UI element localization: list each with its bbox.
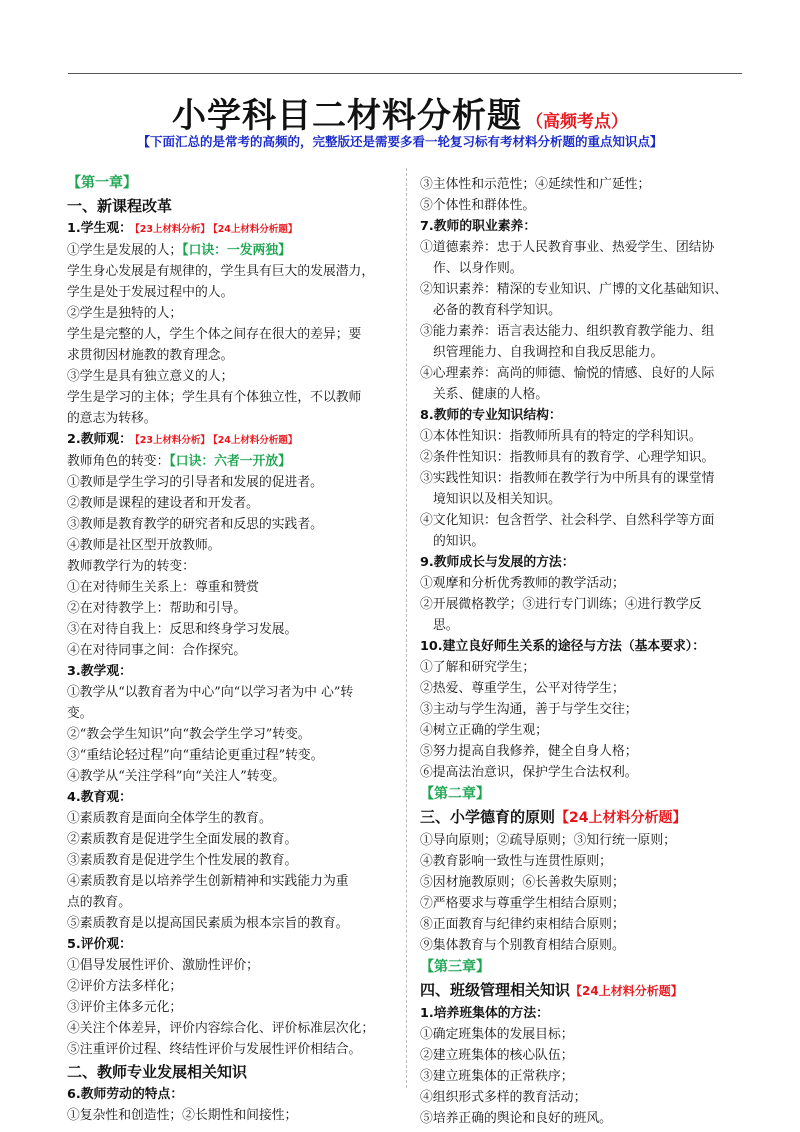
text-line: 学生身心发展是有规律的，学生具有巨大的发展潜力， xyxy=(67,264,375,279)
text-line: ③学生是具有独立意义的人； xyxy=(67,369,234,384)
text-line: ⑤培养正确的舆论和良好的班风。 xyxy=(420,1111,612,1126)
text-line: ⑨集体教育与个别教育相结合原则。 xyxy=(420,938,625,953)
text-line: ⑥提高法治意识，保护学生合法权利。 xyxy=(420,765,638,780)
mnemonic-note: 【口诀：一发两独】 xyxy=(182,243,291,258)
text-line: ④组织形式多样的教育活动； xyxy=(420,1090,587,1105)
text-line: ①观摩和分析优秀教师的教学活动； xyxy=(420,576,625,591)
exam-tag: 【24上材料分析题】 xyxy=(212,435,298,446)
text-line: ①在对待师生关系上：尊重和赞赏 xyxy=(67,580,259,595)
text-line: ④素质教育是以培养学生创新精神和实践能力为重 xyxy=(67,874,349,889)
text-line: ③主动与学生沟通，善于与学生交往； xyxy=(420,702,638,717)
text-line: ①倡导发展性评价、激励性评价； xyxy=(67,958,259,973)
column-divider xyxy=(406,168,407,1088)
left-column xyxy=(67,172,400,1126)
text-line xyxy=(67,240,400,261)
text-line-content: 教师角色的转变： xyxy=(67,454,170,469)
item-heading: 1.培养班集体的方法： xyxy=(420,1006,549,1021)
text-line: ③在对待自我上：反思和终身学习发展。 xyxy=(67,622,298,637)
text-line: 关系、健康的人格。 xyxy=(433,387,549,402)
section-heading xyxy=(420,978,750,1003)
text-line: 思。 xyxy=(433,618,459,633)
text-line: ①复杂性和创造性；②长期性和间接性； xyxy=(67,1108,298,1123)
text-line: ①教师是学生学习的引导者和发展的促进者。 xyxy=(67,475,323,490)
text-line: ⑤注重评价过程、终结性评价与发展性评价相结合。 xyxy=(67,1042,362,1057)
text-line: ②热爱、尊重学生，公平对待学生； xyxy=(420,681,625,696)
title-block xyxy=(0,88,800,137)
item-heading-text: 1.学生观： xyxy=(67,221,132,236)
text-line: ⑤素质教育是以提高国民素质为根本宗旨的教育。 xyxy=(67,916,349,931)
chapter-heading: 【第二章】 xyxy=(420,786,490,802)
text-line: ②学生是独特的人； xyxy=(67,306,183,321)
item-heading: 7.教师的职业素养： xyxy=(420,219,537,234)
text-line: 境知识以及相关知识。 xyxy=(433,492,561,507)
text-line: ①教学从“以教育者为中心”向“以学习者为中 心”转 xyxy=(67,685,354,700)
text-line: ②在对待教学上：帮助和引导。 xyxy=(67,601,247,616)
exam-tag: 【23上材料分析】 xyxy=(134,224,210,235)
text-line xyxy=(67,451,400,472)
text-line: ④文化知识：包含哲学、社会科学、自然科学等方面 xyxy=(420,513,715,528)
text-line: ⑧正面教育与纪律约束相结合原则； xyxy=(420,917,625,932)
section-heading-text: 四、班级管理相关知识 xyxy=(420,981,571,999)
item-heading: 4.教育观： xyxy=(67,790,132,805)
text-line: 点的教育。 xyxy=(67,895,131,910)
text-line: ①本体性知识：指教师所具有的特定的学科知识。 xyxy=(420,429,702,444)
text-line: 变。 xyxy=(67,706,93,721)
text-line: ②开展微格教学；③进行专门训练；④进行教学反 xyxy=(420,597,702,612)
item-heading: 10.建立良好师生关系的途径与方法（基本要求）： xyxy=(420,639,706,654)
right-column xyxy=(420,174,750,1129)
text-line: ③素质教育是促进学生个性发展的教育。 xyxy=(67,853,298,868)
text-line: ②教师是课程的建设者和开发者。 xyxy=(67,496,259,511)
text-line: ④教师是社区型开放教师。 xyxy=(67,538,221,553)
text-line: ③主体性和示范性；④延续性和广延性； xyxy=(420,177,651,192)
text-line: ③建立班集体的正常秩序； xyxy=(420,1069,574,1084)
exam-tag: 【23上材料分析】 xyxy=(134,435,210,446)
item-heading: 8.教师的专业知识结构： xyxy=(420,408,562,423)
text-line: ④心理素养：高尚的师德、愉悦的情感、良好的人际 xyxy=(420,366,715,381)
item-heading: 6.教师劳动的特点： xyxy=(67,1087,184,1102)
text-line: ②评价方法多样化； xyxy=(67,979,183,994)
text-line: ①了解和研究学生； xyxy=(420,660,536,675)
text-line: ②知识素养：精深的专业知识、广博的文化基础知识、 xyxy=(420,282,728,297)
item-heading: 3.教学观： xyxy=(67,664,132,679)
text-line: ①确定班集体的发展目标； xyxy=(420,1027,574,1042)
section-heading-text: 三、小学德育的原则 xyxy=(420,808,556,826)
text-line: ③能力素养：语言表达能力、组织教育教学能力、组 xyxy=(420,324,715,339)
text-line: ②建立班集体的核心队伍； xyxy=(420,1048,574,1063)
text-line: ③“重结论轻过程”向“重结论更重过程”转变。 xyxy=(67,748,324,763)
text-line: 学生是处于发展过程中的人。 xyxy=(67,285,234,300)
text-line: ③评价主体多元化； xyxy=(67,1000,183,1015)
text-line: ⑦严格要求与尊重学生相结合原则； xyxy=(420,896,625,911)
item-heading-text: 2.教师观： xyxy=(67,432,132,447)
section-heading: 二、教师专业发展相关知识 xyxy=(67,1063,248,1081)
text-line: 学生是学习的主体；学生具有个体独立性，不以教师 xyxy=(67,390,362,405)
text-line: 织管理能力、自我调控和自我反思能力。 xyxy=(433,345,664,360)
text-line: ④树立正确的学生观； xyxy=(420,723,548,738)
exam-tag: 【24上材料分析题】 xyxy=(570,984,683,998)
text-line: ③实践性知识：指教师在教学行为中所具有的课堂情 xyxy=(420,471,715,486)
top-rule xyxy=(68,73,742,74)
text-line: ④关注个体差异，评价内容综合化、评价标准层次化； xyxy=(67,1021,375,1036)
text-line: ⑤个体性和群体性。 xyxy=(420,198,536,213)
text-line: 学生是完整的人，学生个体之间存在很大的差异；要 xyxy=(67,327,362,342)
text-line: ⑤因材施教原则；⑥长善救失原则； xyxy=(420,875,625,890)
text-line-content: ①学生是发展的人； xyxy=(67,243,183,258)
title-tag: （高频考点） xyxy=(526,112,628,132)
text-line: ④教育影响一致性与连贯性原则； xyxy=(420,854,612,869)
text-line: ①道德素养：忠于人民教育事业、热爱学生、团结协 xyxy=(420,240,715,255)
item-heading: 5.评价观： xyxy=(67,937,132,952)
section-heading xyxy=(420,805,750,830)
text-line: ②条件性知识：指教师具有的教育学、心理学知识。 xyxy=(420,450,715,465)
section-heading: 一、新课程改革 xyxy=(67,197,173,215)
text-line: ④教学从“关注学科”向“关注人”转变。 xyxy=(67,769,286,784)
text-line: 教师教学行为的转变： xyxy=(67,559,195,574)
item-heading xyxy=(67,218,400,240)
chapter-heading: 【第三章】 xyxy=(420,959,490,975)
page-subtitle: 【下面汇总的是常考的高频的，完整版还是需要多看一轮复习标有考材料分析题的重点知识点】 xyxy=(137,134,663,149)
text-line: 求贯彻因材施教的教育理念。 xyxy=(67,348,234,363)
item-heading: 9.教师成长与发展的方法： xyxy=(420,555,575,570)
item-heading xyxy=(67,429,400,451)
text-line: ③教师是教育教学的研究者和反思的实践者。 xyxy=(67,517,323,532)
text-line: ②“教会学生知识”向“教会学生学习”转变。 xyxy=(67,727,311,742)
text-line: 作、以身作则。 xyxy=(433,261,523,276)
page-title: 小学科目二材料分析题 xyxy=(172,96,522,136)
mnemonic-note: 【口诀：六者一开放】 xyxy=(169,454,291,469)
text-line: ①素质教育是面向全体学生的教育。 xyxy=(67,811,272,826)
text-line: ②素质教育是促进学生全面发展的教育。 xyxy=(67,832,298,847)
text-line: 的意志为转移。 xyxy=(67,411,157,426)
exam-tag: 【24上材料分析题】 xyxy=(212,224,298,235)
text-line: 的知识。 xyxy=(433,534,485,549)
chapter-heading: 【第一章】 xyxy=(67,175,137,191)
text-line: ④在对待同事之间：合作探究。 xyxy=(67,643,247,658)
text-line: ①导向原则；②疏导原则；③知行统一原则； xyxy=(420,833,676,848)
text-line: ⑤努力提高自我修养，健全自身人格； xyxy=(420,744,638,759)
exam-tag: 【24上材料分析题】 xyxy=(555,810,687,826)
text-line: 必备的教育科学知识。 xyxy=(433,303,561,318)
